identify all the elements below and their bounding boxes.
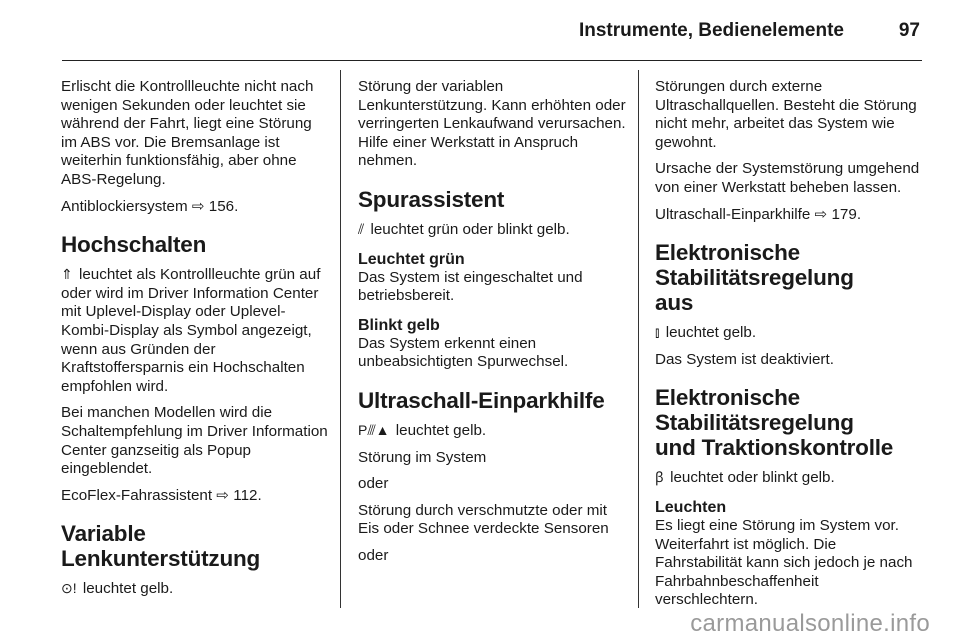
- upshift-arrow-icon: ⇑: [61, 266, 73, 283]
- heading-esp-aus: Elektronische Stabilitätsregelung aus: [655, 240, 854, 316]
- esp-tc-paragraph: [655, 468, 923, 488]
- column-3: [655, 78, 923, 618]
- ultra-fault-2: Störung durch verschmutzte oder mit Eis oder Schnee verdeckte Sensoren: [358, 501, 609, 538]
- ultra-werkstatt: Ursache der Systemstörung umgehend von einer Werkstatt beheben lassen.: [655, 160, 920, 196]
- column-1: [61, 78, 329, 607]
- heading-blinkt-gelb: Blinkt gelb: [358, 316, 440, 334]
- spur-paragraph: [358, 220, 626, 240]
- heading-hochschalten: Hochschalten: [61, 232, 207, 258]
- ultra-reference: Ultraschall-Einparkhilfe ⇨ 179.: [655, 205, 862, 223]
- gruen-paragraph: Das System ist eingeschaltet und betriebsbereit.: [358, 268, 583, 305]
- abs-fault-paragraph: Erlischt die Kontrollleuchte nicht nach wenigen Sekunden oder leuchtet sie während der Fahrt, liegt eine Störung im ABS vor. Die Bremsanlage ist weiterhin funktionsfähig, aber ohne ABS-Regelung.: [61, 78, 314, 188]
- gelb-paragraph: Das System erkennt einen unbeabsichtigten Spurwechsel.: [358, 334, 569, 371]
- page-header: [62, 0, 922, 61]
- column-2: [358, 78, 626, 574]
- esp-tc-icon: ꞵ: [655, 469, 664, 486]
- heading-ultraschall-einparkhilfe: Ultraschall-Einparkhilfe: [358, 387, 605, 413]
- esp-tc-text: leuchtet oder blinkt gelb.: [665, 469, 835, 487]
- abs-reference: Antiblockiersystem ⇨ 156.: [61, 197, 239, 215]
- ecoflex-reference: EcoFlex-Fahrassistent ⇨ 112.: [61, 486, 262, 504]
- hochschalten-text: leuchtet als Kontrollleuchte grün auf oder wird im Driver Information Center mit Uplevel-Display oder Uplevel-Kombi-Display als Symbol angezeigt, wenn aus Gründen der Kraftstoffersparnis ein Hochschalten empfohlen wird.: [61, 266, 321, 395]
- column-divider-1: [340, 70, 341, 608]
- steering-warning-icon: ⊙!: [61, 580, 77, 597]
- ultra-fault-3: Störungen durch externe Ultraschallquellen. Besteht die Störung nicht mehr, arbeitet das System wie gewohnt.: [655, 78, 917, 151]
- column-divider-2: [638, 70, 639, 608]
- esp-aus-text: leuchtet gelb.: [661, 324, 757, 342]
- heading-leuchten: Leuchten: [655, 498, 727, 516]
- esp-aus-paragraph: [655, 323, 923, 343]
- ultra-text: leuchtet gelb.: [391, 421, 487, 439]
- esp-deaktiviert: Das System ist deaktiviert.: [655, 350, 834, 368]
- leuchten-paragraph: Es liegt eine Störung im System vor. Weiterfahrt ist möglich. Die Fahrstabilität kann sich jedoch je nach Fahrbahnbeschaffenheit verschlechtern.: [655, 516, 913, 609]
- lenkung-fault-paragraph: Störung der variablen Lenkunterstützung. Kann erhöhten oder verringerten Lenkaufwand verursachen. Hilfe einer Werkstatt in Anspruch nehmen.: [358, 78, 626, 170]
- watermark: carmanualsonline.info: [690, 610, 930, 637]
- spur-text: leuchtet grün oder blinkt gelb.: [366, 220, 570, 238]
- page-number: 97: [898, 20, 920, 41]
- lenkung-text: leuchtet gelb.: [78, 580, 174, 598]
- heading-spurassistent: Spurassistent: [358, 186, 505, 212]
- heading-variable-lenkunterstuetzung: Variable Lenkunterstützung: [61, 521, 261, 572]
- parking-sensor-icon: P⫻▲: [358, 421, 390, 438]
- heading-leuchtet-gruen: Leuchtet grün: [358, 250, 465, 268]
- ultra-fault-1: Störung im System: [358, 448, 487, 466]
- chapter-title: Instrumente, Bedienelemente: [578, 20, 844, 41]
- heading-esp-traktion: Elektronische Stabilitätsregelung und Traktionskontrolle: [655, 385, 894, 461]
- ultra-or-1: oder: [358, 475, 389, 493]
- ultra-paragraph: [358, 421, 626, 441]
- ultra-or-2: oder: [358, 546, 389, 564]
- schaltempfehlung-paragraph: Bei manchen Modellen wird die Schaltempfehlung im Driver Information Center ganzseitig als Popup eingeblendet.: [61, 404, 328, 478]
- lane-assist-icon: ⫽: [358, 220, 365, 237]
- esp-off-icon: ⫾: [655, 324, 660, 341]
- hochschalten-paragraph: [61, 265, 329, 396]
- lenkung-paragraph: [61, 579, 329, 599]
